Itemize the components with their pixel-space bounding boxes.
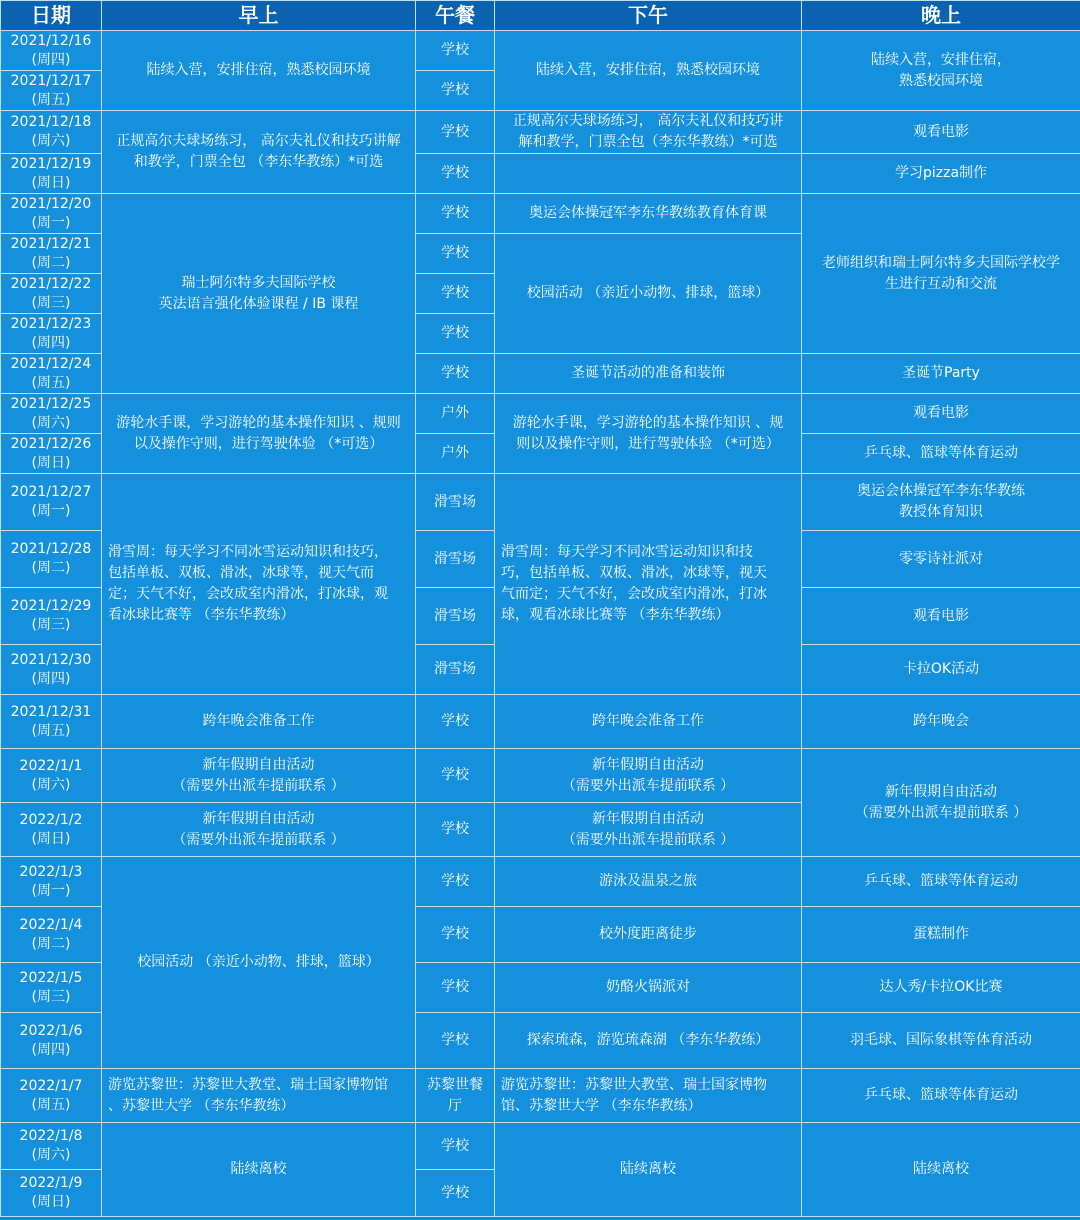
evening-cell (802, 1123, 1080, 1217)
afternoon-cell (495, 234, 802, 354)
evening-activity: 观看电影 (913, 123, 969, 140)
date-cell (1, 394, 102, 434)
evening-activity: 乒乓球、篮球等体育运动 (864, 1087, 1018, 1103)
date-text: 2021/12/27 (10, 484, 92, 500)
date-cell (1, 31, 102, 71)
evening-activity: 蛋糕制作 (913, 926, 969, 942)
lunch-cell: 学校 (416, 749, 495, 803)
weekday-text: (周三) (31, 294, 71, 311)
lunch-cell: 学校 (416, 234, 495, 274)
header-row (1, 1, 1080, 31)
lunch-cell: 苏黎世餐厅 (416, 1069, 495, 1123)
date-cell (1, 314, 102, 354)
evening-activity: 跨年晚会 (913, 713, 969, 729)
weekday-text: (周五) (31, 722, 71, 739)
weekday-text: (周五) (31, 374, 71, 391)
evening-cell (802, 857, 1080, 907)
date-text: 2022/1/1 (19, 757, 83, 774)
date-text: 2021/12/19 (10, 155, 92, 172)
date-cell (1, 857, 102, 907)
weekday-text: (周二) (31, 560, 71, 576)
morning-cell (102, 749, 416, 803)
afternoon-activity: 探索琉森，游览琉森湖 （李东华教练） (526, 1032, 770, 1048)
weekday-text: (周四) (31, 51, 71, 68)
date-cell (1, 907, 102, 963)
date-text: 2022/1/7 (19, 1077, 83, 1094)
afternoon-activity: 游轮水手课，学习游轮的基本操作知识 、规 则以及操作守则，进行驾驶体验 （*可选） (512, 414, 784, 452)
evening-activity: 乒乓球、篮球等体育运动 (864, 873, 1018, 889)
lunch-cell: 学校 (416, 963, 495, 1013)
evening-cell (802, 434, 1080, 474)
date-cell (1, 531, 102, 588)
date-cell (1, 1123, 102, 1170)
evening-activity: 羽毛球、国际象棋等体育活动 (850, 1032, 1032, 1048)
lunch-cell: 学校 (416, 71, 495, 111)
weekday-text: (周一) (31, 503, 71, 519)
morning-activity: 跨年晚会准备工作 (202, 713, 315, 729)
date-cell (1, 234, 102, 274)
afternoon-activity: 校外度距离徒步 (599, 926, 697, 942)
weekday-text: (周日) (31, 174, 71, 191)
afternoon-cell (495, 695, 802, 749)
afternoon-activity: 陆续入营，安排住宿，熟悉校园环境 (536, 62, 760, 78)
lunch-cell: 学校 (416, 154, 495, 194)
table-row (1, 474, 1080, 531)
lunch-cell: 学校 (416, 907, 495, 963)
table-row (1, 749, 1080, 803)
lunch-cell: 学校 (416, 31, 495, 71)
date-cell (1, 434, 102, 474)
lunch-cell: 学校 (416, 857, 495, 907)
afternoon-cell (495, 394, 802, 474)
afternoon-cell (495, 963, 802, 1013)
afternoon-cell (495, 474, 802, 695)
morning-cell (102, 394, 416, 474)
morning-activity: 新年假期自由活动 （需要外出派车提前联系 ） (172, 756, 345, 794)
weekday-text: (周二) (31, 254, 71, 271)
afternoon-cell (495, 1069, 802, 1123)
lunch-cell: 学校 (416, 803, 495, 857)
afternoon-activity: 游览苏黎世：苏黎世大教堂、瑞士国家博物 馆、苏黎世大学 （李东华教练） (501, 1076, 767, 1114)
table-row (1, 194, 1080, 234)
morning-cell (102, 857, 416, 1069)
date-cell (1, 474, 102, 531)
evening-activity: 观看电影 (913, 405, 969, 421)
evening-activity: 观看电影 (913, 607, 969, 624)
morning-cell (102, 194, 416, 394)
evening-cell (802, 749, 1080, 857)
lunch-cell: 滑雪场 (416, 645, 495, 695)
afternoon-activity: 滑雪周：每天学习不同冰雪运动知识和技 巧，包括单板、双板、滑冰，冰球等，视天 气而定；天气不好，会改成室内滑冰，打冰 球，观看冰球比赛等 （李东华教练） (501, 544, 767, 623)
evening-activity: 老师组织和瑞士阿尔特多夫国际学校学 生进行互动和交流 (822, 254, 1060, 292)
morning-cell (102, 1123, 416, 1217)
afternoon-cell (495, 1123, 802, 1217)
weekday-text: (周六) (31, 414, 71, 431)
table-row (1, 1123, 1080, 1170)
lunch-cell: 学校 (416, 1013, 495, 1069)
afternoon-activity: 游泳及温泉之旅 (599, 873, 697, 889)
header-date: 日期 (1, 1, 102, 31)
weekday-text: (周四) (31, 1041, 71, 1058)
morning-activity: 游轮水手课，学习游轮的基本操作知识 、规则 以及操作守则，进行驾驶体验 （*可选） (116, 414, 401, 452)
date-text: 2021/12/30 (10, 651, 92, 668)
date-text: 2021/12/31 (10, 703, 92, 720)
lunch-cell: 学校 (416, 695, 495, 749)
date-cell (1, 749, 102, 803)
evening-cell (802, 474, 1080, 531)
lunch-cell: 滑雪场 (416, 531, 495, 588)
afternoon-activity: 奶酪火锅派对 (606, 979, 690, 995)
evening-activity: 陆续入营，安排住宿， 熟悉校园环境 (871, 51, 1011, 89)
afternoon-activity: 跨年晚会准备工作 (592, 713, 704, 729)
weekday-text: (周一) (31, 882, 71, 899)
afternoon-activity: 新年假期自由活动 （需要外出派车提前联系 ） (561, 810, 735, 848)
evening-cell (802, 963, 1080, 1013)
date-text: 2021/12/25 (10, 395, 92, 412)
date-cell (1, 354, 102, 394)
afternoon-cell (495, 354, 802, 394)
lunch-cell: 户外 (416, 394, 495, 434)
morning-cell (102, 31, 416, 111)
date-cell (1, 71, 102, 111)
header-evening: 晚上 (802, 1, 1080, 31)
morning-activity: 新年假期自由活动 （需要外出派车提前联系 ） (172, 810, 345, 848)
evening-cell (802, 1013, 1080, 1069)
evening-cell (802, 907, 1080, 963)
date-text: 2021/12/21 (10, 235, 92, 252)
morning-activity: 滑雪周：每天学习不同冰雪运动知识和技巧， 包括单板、双板、滑冰，冰球等，视天气而 定；天气不好，会改成室内滑冰，打冰球，观 看冰球比赛等 （李东华教练） (108, 544, 388, 623)
morning-cell (102, 803, 416, 857)
date-cell (1, 588, 102, 645)
date-cell (1, 803, 102, 857)
morning-activity: 陆续入营，安排住宿，熟悉校园环境 (146, 62, 371, 78)
weekday-text: (周日) (31, 830, 71, 847)
date-text: 2021/12/26 (10, 435, 92, 452)
evening-activity: 新年假期自由活动 （需要外出派车提前联系 ） (854, 783, 1028, 821)
afternoon-activity: 陆续离校 (620, 1161, 676, 1177)
lunch-cell: 学校 (416, 274, 495, 314)
date-text: 2022/1/3 (19, 863, 83, 880)
date-text: 2021/12/24 (10, 355, 92, 372)
date-cell (1, 274, 102, 314)
afternoon-cell (495, 31, 802, 111)
date-text: 2022/1/5 (19, 969, 83, 986)
table-row (1, 857, 1080, 907)
lunch-cell: 学校 (416, 1123, 495, 1170)
morning-cell (102, 1069, 416, 1123)
date-cell (1, 111, 102, 154)
weekday-text: (周四) (31, 334, 71, 351)
date-text: 2022/1/2 (19, 811, 83, 828)
weekday-text: (周二) (31, 935, 71, 952)
weekday-text: (周三) (31, 988, 71, 1005)
afternoon-cell (495, 154, 802, 194)
date-text: 2021/12/22 (10, 275, 92, 292)
afternoon-cell (495, 803, 802, 857)
evening-cell (802, 588, 1080, 645)
evening-activity: 学习pizza制作 (894, 165, 988, 181)
afternoon-activity: 圣诞节活动的准备和装饰 (571, 365, 725, 381)
weekday-text: (周五) (31, 1096, 71, 1113)
evening-activity: 奥运会体操冠军李东华教练 教授体育知识 (857, 483, 1025, 520)
date-text: 2021/12/18 (10, 114, 92, 130)
evening-activity: 达人秀/卡拉OK比赛 (879, 979, 1003, 995)
afternoon-activity: 正规高尔夫球场练习， 高尔夫礼仪和技巧讲 解和教学，门票全包（李东华教练）*可选 (512, 113, 784, 150)
afternoon-activity: 奥运会体操冠军李东华教练教育体育课 (529, 205, 767, 221)
weekday-text: (周六) (31, 133, 71, 149)
date-cell (1, 1069, 102, 1123)
lunch-cell: 滑雪场 (416, 588, 495, 645)
date-text: 2021/12/20 (10, 195, 92, 212)
afternoon-cell (495, 194, 802, 234)
afternoon-cell (495, 907, 802, 963)
morning-activity: 校园活动 （亲近小动物、排球，篮球） (137, 954, 380, 970)
morning-activity: 陆续离校 (230, 1161, 287, 1177)
evening-activity: 零零诗社派对 (899, 550, 983, 567)
evening-cell (802, 645, 1080, 695)
weekday-text: (周日) (31, 1194, 71, 1210)
afternoon-cell (495, 111, 802, 154)
lunch-cell: 学校 (416, 354, 495, 394)
date-text: 2022/1/6 (19, 1022, 83, 1039)
lunch-cell: 户外 (416, 434, 495, 474)
lunch-cell: 学校 (416, 111, 495, 154)
table-row (1, 394, 1080, 434)
evening-cell (802, 695, 1080, 749)
date-text: 2021/12/29 (10, 598, 92, 614)
weekday-text: (周三) (31, 617, 71, 633)
afternoon-activity: 校园活动 （亲近小动物、排球，篮球） (526, 285, 770, 301)
date-text: 2021/12/28 (10, 541, 92, 557)
weekday-text: (周一) (31, 214, 71, 231)
date-text: 2022/1/9 (19, 1175, 83, 1191)
evening-activity: 乒乓球、篮球等体育运动 (864, 445, 1018, 461)
afternoon-cell (495, 857, 802, 907)
evening-activity: 卡拉OK活动 (902, 661, 980, 677)
date-text: 2022/1/4 (19, 916, 83, 933)
date-cell (1, 645, 102, 695)
date-text: 2021/12/16 (10, 32, 92, 49)
header-morning: 早上 (102, 1, 416, 31)
date-text: 2022/1/8 (19, 1128, 83, 1144)
morning-cell (102, 695, 416, 749)
date-cell (1, 1013, 102, 1069)
weekday-text: (周四) (31, 670, 71, 687)
afternoon-activity: 新年假期自由活动 （需要外出派车提前联系 ） (561, 756, 735, 794)
date-text: 2021/12/23 (10, 315, 92, 332)
afternoon-cell (495, 749, 802, 803)
table-row (1, 1069, 1080, 1123)
evening-cell (802, 394, 1080, 434)
date-cell (1, 963, 102, 1013)
header-afternoon: 下午 (495, 1, 802, 31)
lunch-cell: 滑雪场 (416, 474, 495, 531)
morning-activity: 正规高尔夫球场练习， 高尔夫礼仪和技巧讲解 和教学，门票全包 （李东华教练）*可选 (116, 133, 401, 170)
date-cell (1, 1170, 102, 1217)
evening-cell (802, 154, 1080, 194)
lunch-cell: 学校 (416, 194, 495, 234)
date-cell (1, 154, 102, 194)
weekday-text: (周六) (31, 776, 71, 793)
evening-activity: 陆续离校 (913, 1161, 969, 1177)
table-row (1, 31, 1080, 71)
morning-activity: 瑞士阿尔特多夫国际学校 英法语言强化体验课程 / IB 课程 (158, 274, 359, 312)
header-lunch: 午餐 (416, 1, 495, 31)
weekday-text: (周六) (31, 1147, 71, 1163)
morning-cell (102, 111, 416, 194)
date-cell (1, 695, 102, 749)
table-row (1, 695, 1080, 749)
evening-cell (802, 531, 1080, 588)
evening-activity: 圣诞节Party (902, 365, 980, 381)
date-cell (1, 194, 102, 234)
lunch-cell: 学校 (416, 314, 495, 354)
weekday-text: (周五) (31, 91, 71, 108)
weekday-text: (周日) (31, 454, 71, 471)
table-row (1, 111, 1080, 154)
evening-cell (802, 111, 1080, 154)
evening-cell (802, 194, 1080, 354)
evening-cell (802, 1069, 1080, 1123)
lunch-cell: 学校 (416, 1170, 495, 1217)
afternoon-cell (495, 1013, 802, 1069)
morning-activity: 游览苏黎世：苏黎世大教堂、瑞士国家博物馆 、苏黎世大学 （李东华教练） (108, 1076, 388, 1114)
date-text: 2021/12/17 (10, 72, 92, 89)
evening-cell (802, 31, 1080, 111)
morning-cell (102, 474, 416, 695)
evening-cell (802, 354, 1080, 394)
